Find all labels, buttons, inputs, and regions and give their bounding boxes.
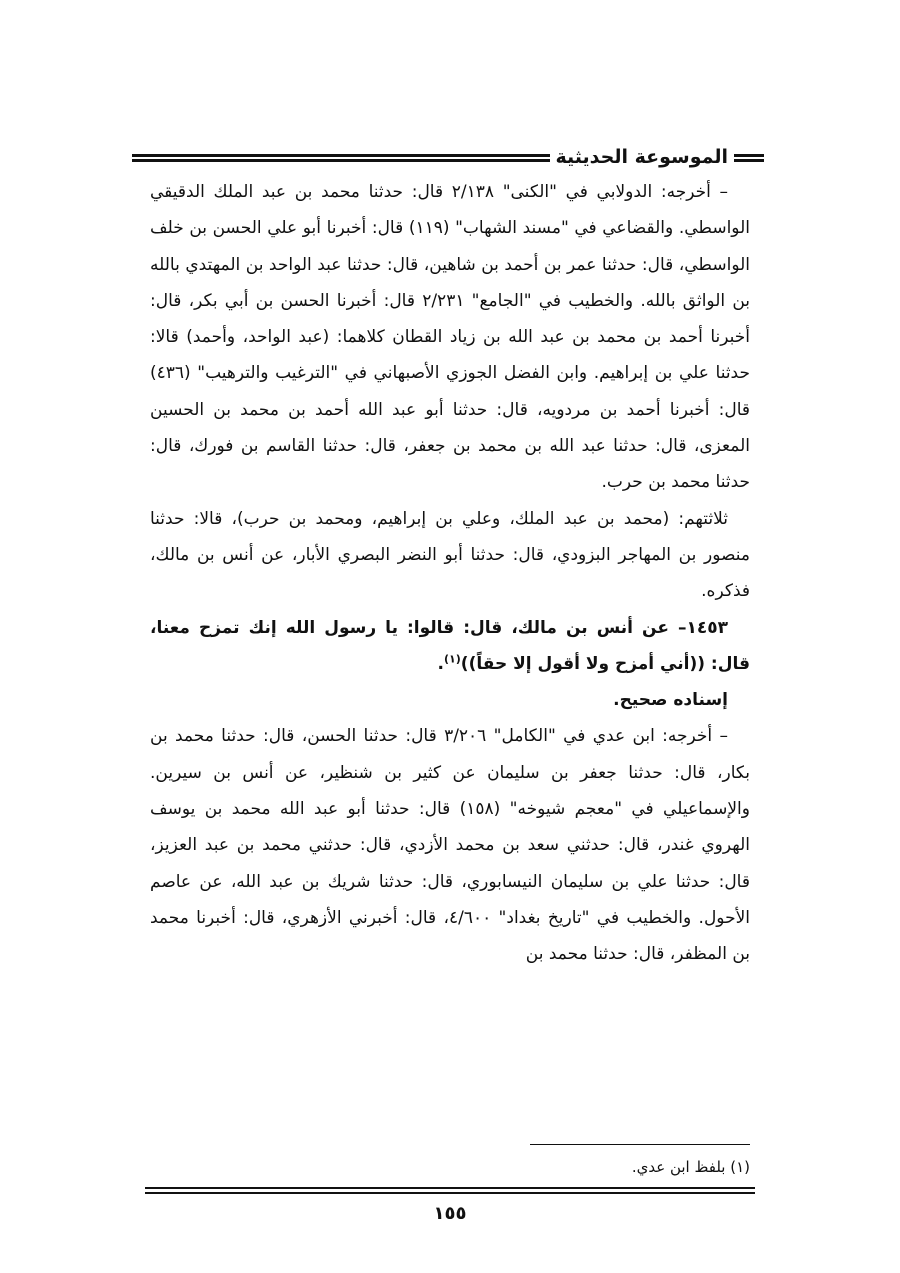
running-header bbox=[132, 140, 764, 174]
footnote-separator bbox=[530, 1144, 750, 1145]
footer-rule-bottom bbox=[145, 1192, 755, 1194]
footer-rule-top bbox=[145, 1187, 755, 1189]
hadith-text: ١٤٥٣– عن أنس بن مالك، قال: قالوا: يا رسول الله إنك تمزح معنا، قال: ((أني أمزح ولا أقول إلا حقاً)) bbox=[150, 617, 750, 674]
hadith-end: . bbox=[437, 653, 445, 674]
header-title: الموسوعة الحديثية bbox=[550, 140, 735, 174]
header-rule-short-top bbox=[734, 154, 764, 157]
footnote: (١) بلفظ ابن عدي. bbox=[631, 1158, 750, 1176]
page-number: ١٥٥ bbox=[433, 1203, 467, 1224]
hadith-paragraph bbox=[150, 610, 750, 683]
page-body bbox=[150, 174, 750, 973]
summary-paragraph: ثلاثتهم: (محمد بن عبد الملك، وعلي بن إبراهيم، ومحمد بن حرب)، قالا: حدثنا منصور بن المهاجر البزودي، قال: حدثنا أبو النضر البصري الأبار، عن أنس بن مالك، فذكره. bbox=[150, 508, 750, 602]
footnote-marker[interactable]: (١) bbox=[444, 652, 461, 666]
header-rule-short-bottom bbox=[734, 159, 764, 162]
takhrij-paragraph-1: – أخرجه: الدولابي في "الكنى" ٢/١٣٨ قال: حدثنا محمد بن عبد الملك الدقيقي الواسطي. والقضاعي في "مسند الشهاب" (١١٩) قال: أخبرنا أبو علي الحسن بن خلف الواسطي، قال: حدثنا عمر بن أحمد بن شاهين، قال: حدثنا عبد الواحد بن المهتدي بالله بن الواثق بالله. والخطيب في "الجامع" ٢/٢٣١ قال: أخبرنا الحسن بن أبي بكر، قال: أخبرنا أحمد بن محمد بن عبد الله بن زياد القطان كلاهما: (عبد الواحد، وأحمد) قالا: حدثنا علي بن إبراهيم. وابن الفضل الجوزي الأصبهاني في "الترغيب والترهيب" (٤٣٦) قال: أخبرنا أحمد بن مردويه، قال: حدثنا أبو عبد الله أحمد بن محمد بن الحسين المعزى، قال: حدثنا عبد الله بن محمد بن جعفر، قال: حدثنا القاسم بن فورك، قال: حدثنا محمد بن حرب. bbox=[150, 182, 750, 493]
isnad-grading: إسناده صحيح. bbox=[613, 690, 728, 711]
takhrij-paragraph-2: – أخرجه: ابن عدي في "الكامل" ٣/٢٠٦ قال: حدثنا الحسن، قال: حدثنا محمد بن بكار، قال: حدثنا جعفر بن سليمان عن كثير بن شنظير، عن أنس بن سيرين. والإسماعيلي في "معجم شيوخه" (١٥٨) قال: حدثنا أبو عبد الله محمد بن يوسف الهروي غندر، قال: حدثني سعد بن محمد الأزدي، قال: حدثني محمد بن عبد العزيز، قال: حدثنا علي بن سليمان النيسابوري، قال: حدثنا شريك بن عبد الله، عن عاصم الأحول. والخطيب في "تاريخ بغداد" ٤/٦٠٠، قال: أخبرني الأزهري، قال: أخبرنا محمد بن المظفر، قال: حدثنا محمد بن bbox=[150, 726, 751, 965]
